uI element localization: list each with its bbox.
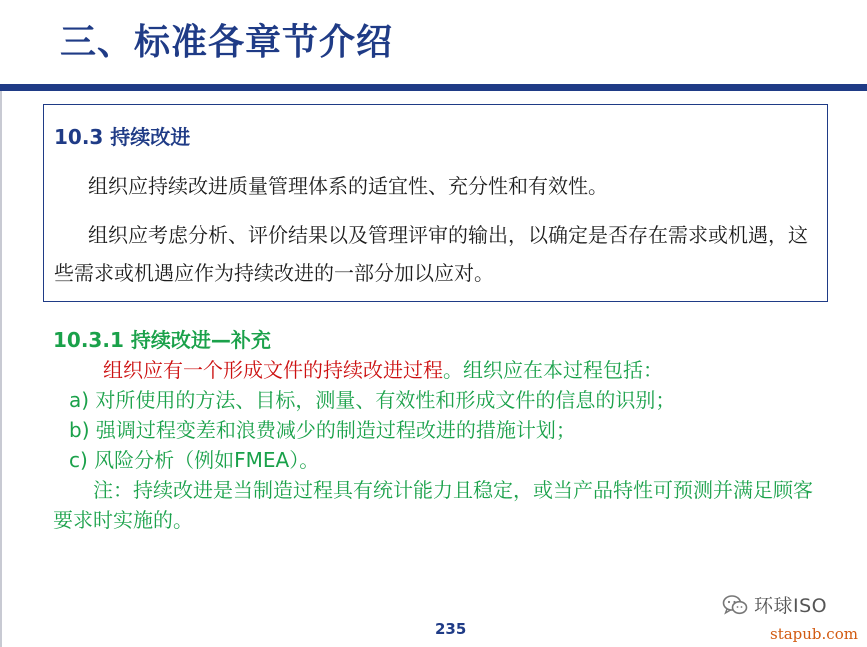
title-divider (0, 84, 867, 91)
requirement-continuation: 。组织应在本过程包括： (443, 358, 663, 382)
supplement-note: 注：持续改进是当制造过程具有统计能力且稳定，或当产品特性可预测并满足顾客要求时实施的。 (53, 478, 813, 532)
supplement-item: b) 强调过程变差和浪费减少的制造过程改进的措施计划； (69, 418, 576, 442)
clause-box (43, 104, 828, 302)
supplement-item: c) 风险分析（例如FMEA）。 (69, 448, 320, 472)
slide-title: 三、标准各章节介绍 (60, 22, 394, 63)
supplement-section (53, 325, 813, 535)
clause-paragraph: 组织应持续改进质量管理体系的适宜性、充分性和有效性。 (88, 174, 608, 198)
clause-paragraph: 组织应考虑分析、评价结果以及管理评审的输出，以确定是否存在需求或机遇，这些需求或机遇应作为持续改进的一部分加以应对。 (54, 223, 808, 285)
wechat-icon (722, 594, 748, 616)
watermark-brand: 环球ISO (754, 595, 828, 617)
watermark-site: stapub.com (770, 625, 858, 643)
supplement-item: a) 对所使用的方法、目标，测量、有效性和形成文件的信息的识别； (69, 388, 676, 412)
clause-body (54, 167, 814, 303)
watermark (722, 591, 827, 618)
slide-left-border (0, 90, 2, 647)
page-number: 235 (435, 620, 467, 638)
supplement-requirement (53, 355, 813, 385)
clause-heading: 10.3 持续改进 (54, 125, 191, 149)
supplement-heading: 10.3.1 持续改进—补充 (53, 328, 271, 352)
requirement-emphasis: 组织应有一个形成文件的持续改进过程 (103, 358, 443, 382)
